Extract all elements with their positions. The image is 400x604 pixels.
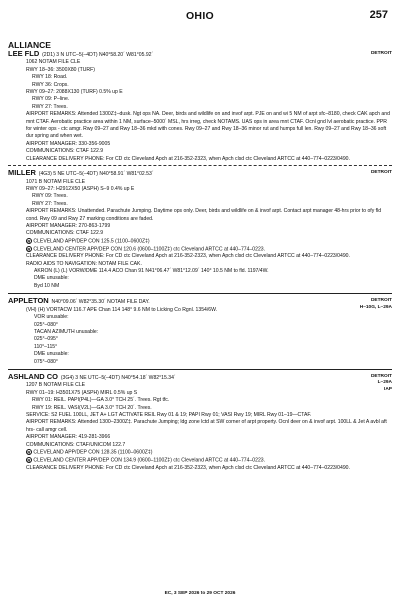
page-header-state: OHIO	[185, 10, 215, 22]
tacan-unusable-range-2: 110°–115°	[34, 343, 58, 350]
center-control: CLEVELAND CENTER APP/DEP CON 134.9 (0600–1100Z‡) ctc Cleveland ARTCC at 440–774–0223.	[33, 457, 266, 464]
tacan-unusable-range-1: 025°–095°	[34, 336, 58, 343]
page-footer-effective-dates: EC, 3 SEP 2026 to 29 OCT 2026	[164, 591, 236, 596]
runway-09-27: RWY 09–27: H2912X50 (ASPH) S–9 0.4% up E	[26, 185, 135, 192]
navaid-entry-appleton	[8, 297, 392, 366]
airport-remarks: AIRPORT REMARKS: Unattended. Parachute Jumping. Daytime ops only. Deer, birds and wildlife on & invof arpt. Contact arpt manager 48-hrs prior to ofy fld cond. Rwy 09 and Rwy 27 marking conditions are faded.	[26, 208, 382, 222]
runway-end-09: RWY 09: P–line.	[32, 96, 70, 103]
runway-end-09: RWY 09: Trees.	[32, 193, 68, 200]
airport-location-line: (3G4) 3 NE UTC–5(–4DT) N40°54.18´ W82°15.34´	[60, 374, 176, 381]
runway-end-36: RWY 36: Crops.	[32, 81, 69, 88]
runway-end-27: RWY 27: Trees.	[32, 200, 68, 207]
airport-entry-ashland-co	[8, 373, 392, 472]
communications: COMMUNICATIONS: CTAF/UNICOM 122.7	[26, 441, 126, 448]
r-symbol-icon: R	[27, 450, 31, 455]
airport-manager: AIRPORT MANAGER: 330-356-9005	[26, 140, 111, 147]
clearance-delivery: CLEARANCE DELIVERY PHONE: For CD ctc Cleveland Apch at 216-352-2323, when Apch clsd ctc Cleveland ARTCC at 440–774–0223/0490.	[26, 253, 350, 260]
r-symbol-icon: R	[27, 246, 31, 252]
airport-name: MILLER	[8, 168, 36, 178]
runway-09-27: RWY 09–27: 2088X130 (TURF) 0.5% up E	[26, 89, 123, 96]
navaid-akron: AKRON (L) (L) VORW/DME 114.4 ACO Chan 91 N41°06.47´ W81°12.09´ 140° 10.5 NM to fld. 1197/4W.	[34, 268, 269, 275]
runway-end-18: RWY 18: Road.	[32, 74, 68, 81]
approach-control: CLEVELAND APP/DEP CON 128.35 (1100–0600Z‡)	[33, 449, 153, 456]
clearance-delivery: CLEARANCE DELIVERY PHONE: For CD ctc Cleveland Apch at 216-352-2323, when Apch clsd ctc Cleveland ARTCC at 440–774–0223/0490.	[26, 155, 350, 162]
entry-divider	[8, 369, 392, 370]
tacan-unusable-label: TACAN AZIMUTH unusable:	[34, 328, 99, 335]
runway-end-19: RWY 19: REIL. VASI(V2L)—GA 3.0° TCH 20´. Trees.	[32, 404, 152, 411]
vor-unusable-label: VOR unusable:	[34, 314, 69, 321]
approach-control: CLEVELAND APP/DEP CON 125.5 (1100–0600Z‡)	[33, 238, 150, 245]
airport-location-line: (4G3) 5 NE UTC–5(–4DT) N40°58.91´ W81°02.53´	[38, 171, 154, 178]
dme-unusable-label: DME unusable:	[34, 351, 69, 358]
airport-manager: AIRPORT MANAGER: 270-863-1799	[26, 222, 111, 229]
chart-reference: DETROIT	[370, 170, 392, 176]
center-control: CLEVELAND CENTER APP/DEP CON 120.6 (0600–1100Z‡) ctc Cleveland ARTCC at 440–774–0223.	[33, 245, 266, 252]
runway-01-19: RWY 01–19: H3501X75 (ASPH) MIRL 0.5% up S	[26, 389, 138, 396]
directory-listing	[8, 40, 392, 472]
elevation-notam-line: 1062 NOTAM FILE CLE	[26, 59, 81, 66]
entry-divider	[8, 165, 392, 166]
airport-remarks: AIRPORT REMARKS: Attended 1300Z‡–dusk. Ngt ops NA. Deer, birds and wildlife on and invof arpt. PJE on and wi 5 NM of arpt sfc–8180, check CAK apch and mnt CTAF. Aerobatic practice area within 1 NM, surface–5000´ MSL, hrs irreg, check NOTAMS. UAS ops in area mnt CTAF. Ocnl gnd lvl aerobatic practice. PPR for winter ops - ctc amgr. Rwy 09–27 and Rwy 18–36 mkd with cones. Rwy 09–27 and Rwy 18–36 minor rut and humps full len. Rwy 09–27 and Rwy 18–36 soft dur spring and when wet.	[26, 111, 390, 140]
dme-unusable-label: DME unusable:	[34, 275, 69, 282]
dme-unusable-range: Byd 10 NM	[34, 282, 60, 289]
entry-divider	[8, 293, 392, 294]
page-number: 257	[369, 9, 388, 21]
radio-aids-navigation: RADIO AIDS TO NAVIGATION: NOTAM FILE CAK.	[26, 260, 142, 267]
airport-remarks: AIRPORT REMARKS: Attended 1300–2300Z‡. Parachute Jumping; ldg zone lctd at SW corner of arpt property. Ocnl deer on & invof arpt. 100LL & Jet A avbl aft hrs- call amgr cell.	[26, 419, 387, 433]
r-symbol-icon: R	[27, 238, 31, 244]
dme-unusable-range: 075°–080°	[34, 358, 58, 365]
communications: COMMUNICATIONS: CTAF 122.9	[26, 148, 104, 155]
chart-reference: DETROIT	[370, 373, 392, 379]
iap-reference: IAP	[384, 386, 392, 392]
vor-unusable-range: 025°–080°	[34, 321, 58, 328]
airport-entry-miller	[8, 169, 392, 290]
chart-reference: DETROIT	[370, 298, 392, 304]
airport-name: LEE FLD	[8, 49, 40, 58]
airport-entry-lee-fld	[8, 50, 392, 163]
airport-location-line: (2D1) 3 N UTC–5(–4DT) N40°58.20´ W81°05.92´	[42, 52, 154, 58]
clearance-delivery: CLEARANCE DELIVERY PHONE: For CD ctc Cleveland Apch at 216-352-2323, when Apch clsd ctc Cleveland ARTCC at 440–774–0223/0490.	[26, 464, 350, 471]
runway-end-01: RWY 01: REIL. PAPI(P4L)—GA 3.0° TCH 25´. Trees. Rgt tfc.	[32, 397, 170, 404]
chart-reference-secondary: L–29A	[377, 380, 392, 386]
chart-reference: DETROIT	[370, 51, 392, 56]
city-heading: ALLIANCE	[8, 40, 51, 50]
service-line: SERVICE: S2 FUEL 100LL, JET A+ LGT ACTIVATE REIL Rwy 01 & 19; PAPI Rwy 01; VASI Rwy 19; MIRL Rwy 01–19—CTAF.	[26, 411, 312, 418]
navaid-name: APPLETON	[8, 296, 49, 306]
communications: COMMUNICATIONS: CTAF 122.9	[26, 230, 104, 237]
chart-reference-secondary: H–10G, L–29A	[359, 304, 392, 310]
airport-manager: AIRPORT MANAGER: 419-281-3966	[26, 434, 111, 441]
r-symbol-icon: R	[27, 457, 31, 463]
vortac-line: (VH) (H) VORTACW 116.7 APE Chan 114 148° 9.6 NM to Licking Co Rgnl. 1354/6W.	[26, 306, 218, 313]
runway-end-27: RWY 27: Trees.	[32, 103, 68, 110]
elevation-notam-line: 1071 B NOTAM FILE CLE	[26, 178, 86, 185]
navaid-location-line: N40°09.06´ W82°35.30´ NOTAM FILE DAY.	[51, 299, 150, 306]
elevation-notam-line: 1207 B NOTAM FILE CLE	[26, 382, 86, 389]
runway-18-36: RWY 18–36: 3500X80 (TURF)	[26, 66, 95, 73]
airport-name: ASHLAND CO	[8, 371, 58, 381]
